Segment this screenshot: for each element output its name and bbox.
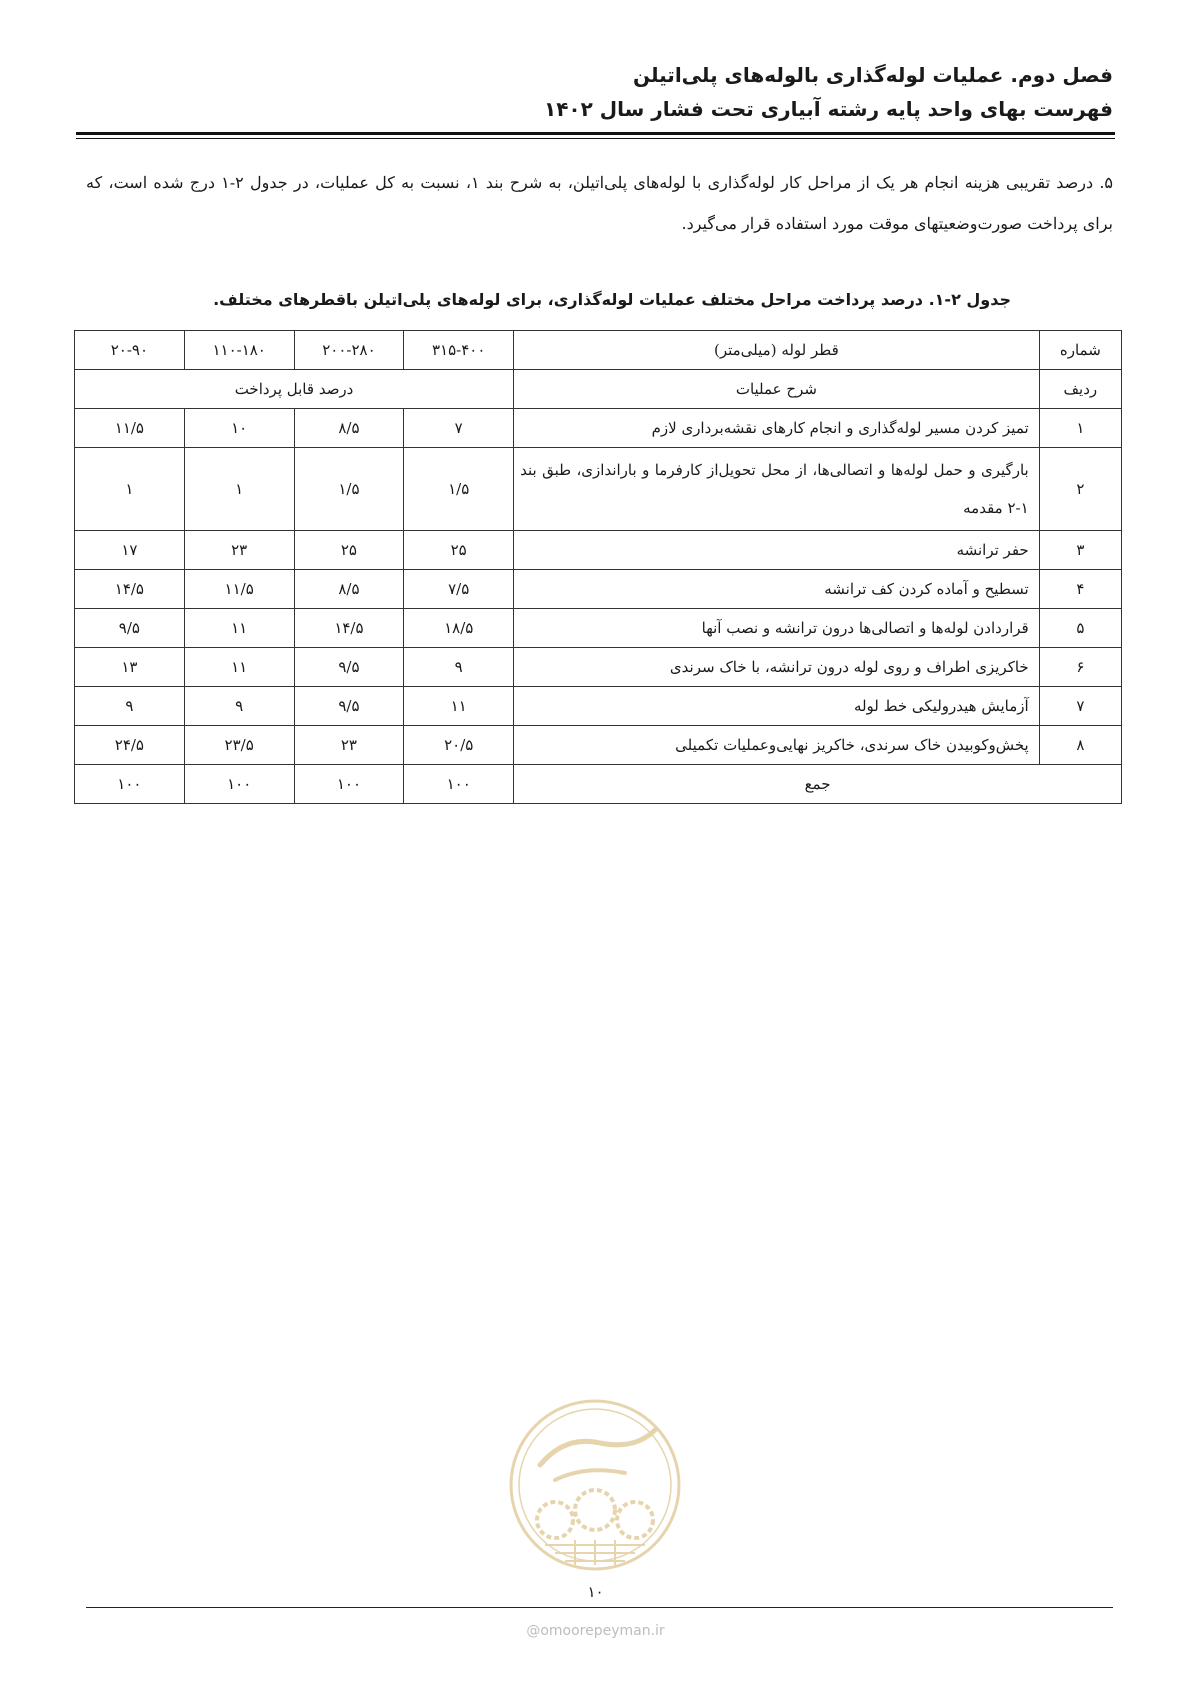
percent-cell: ۱۴/۵ xyxy=(294,609,404,648)
diameter-header: ۱۱۰-۱۸۰ xyxy=(184,331,294,370)
total-cell: ۱۰۰ xyxy=(184,765,294,804)
percent-cell: ۱۱/۵ xyxy=(75,409,185,448)
chapter-title: فصل دوم. عملیات لوله‌گذاری بالوله‌های پلی‌اتیلن xyxy=(632,63,1113,87)
table-header-row-2 xyxy=(75,370,1122,409)
payable-percent-header: درصد قابل پرداخت xyxy=(75,370,514,409)
table-row xyxy=(75,531,1122,570)
percent-cell: ۸/۵ xyxy=(294,409,404,448)
total-cell: ۱۰۰ xyxy=(294,765,404,804)
percent-cell: ۲۰/۵ xyxy=(404,726,514,765)
table-row xyxy=(75,609,1122,648)
percent-cell: ۱۸/۵ xyxy=(404,609,514,648)
row-number: ۳ xyxy=(1039,531,1121,570)
percent-cell: ۹/۵ xyxy=(75,609,185,648)
total-cell: ۱۰۰ xyxy=(404,765,514,804)
percent-cell: ۹/۵ xyxy=(294,648,404,687)
row-number: ۸ xyxy=(1039,726,1121,765)
table-total-row xyxy=(75,765,1122,804)
row-number: ۵ xyxy=(1039,609,1121,648)
header-rule-thick xyxy=(76,132,1115,135)
percent-cell: ۱ xyxy=(184,448,294,531)
header-rule-thin xyxy=(76,138,1115,139)
percent-cell: ۲۵ xyxy=(404,531,514,570)
pipe-diameter-header: قطر لوله (میلی‌متر) xyxy=(514,331,1040,370)
operation-description: خاکریزی اطراف و روی لوله درون ترانشه، با خاک سرندی xyxy=(514,648,1040,687)
operation-description: پخش‌وکوبیدن خاک سرندی، خاکریز نهایی‌وعملیات تکمیلی xyxy=(514,726,1040,765)
page-header xyxy=(76,58,1113,126)
percent-cell: ۱۴/۵ xyxy=(75,570,185,609)
table-row xyxy=(75,726,1122,765)
percent-cell: ۱/۵ xyxy=(404,448,514,531)
operation-description: قراردادن لوله‌ها و اتصالی‌ها درون ترانشه و نصب آنها xyxy=(514,609,1040,648)
percent-cell: ۲۳ xyxy=(294,726,404,765)
percent-cell: ۱۱ xyxy=(184,648,294,687)
row-number: ۶ xyxy=(1039,648,1121,687)
row-number: ۴ xyxy=(1039,570,1121,609)
operation-description: آزمایش هیدرولیکی خط لوله xyxy=(514,687,1040,726)
site-watermark-text: @omoorepeyman.ir xyxy=(526,1623,665,1639)
percent-cell: ۹ xyxy=(404,648,514,687)
operations-table xyxy=(74,330,1122,804)
percent-cell: ۹ xyxy=(184,687,294,726)
percent-cell: ۹ xyxy=(75,687,185,726)
table-caption: جدول ۲-۱. درصد پرداخت مراحل مختلف عملیات لوله‌گذاری، برای لوله‌های پلی‌اتیلن باقطرهای مختلف. xyxy=(213,290,1011,309)
percent-cell: ۱/۵ xyxy=(294,448,404,531)
footer-rule xyxy=(86,1607,1113,1608)
table-row xyxy=(75,687,1122,726)
percent-cell: ۲۳/۵ xyxy=(184,726,294,765)
table-row xyxy=(75,448,1122,531)
percent-cell: ۱۱ xyxy=(184,609,294,648)
percent-cell: ۷/۵ xyxy=(404,570,514,609)
operations-header: شرح عملیات xyxy=(514,370,1040,409)
operation-description: حفر ترانشه xyxy=(514,531,1040,570)
table-row xyxy=(75,648,1122,687)
diameter-header: ۲۰-۹۰ xyxy=(75,331,185,370)
row-number: ۷ xyxy=(1039,687,1121,726)
percent-cell: ۲۵ xyxy=(294,531,404,570)
page-number: ۱۰ xyxy=(587,1583,604,1601)
percent-cell: ۱۱ xyxy=(404,687,514,726)
document-subtitle: فهرست بهای واحد پایه رشته آبیاری تحت فشار سال ۱۴۰۲ xyxy=(544,97,1113,121)
percent-cell: ۲۴/۵ xyxy=(75,726,185,765)
percent-cell: ۱۷ xyxy=(75,531,185,570)
diameter-header: ۲۰۰-۲۸۰ xyxy=(294,331,404,370)
percent-cell: ۱۰ xyxy=(184,409,294,448)
table-row xyxy=(75,570,1122,609)
percent-cell: ۸/۵ xyxy=(294,570,404,609)
row-number: ۱ xyxy=(1039,409,1121,448)
row-number-header-top: شماره xyxy=(1039,331,1121,370)
row-number-header-bottom: ردیف xyxy=(1039,370,1121,409)
operation-description: تمیز کردن مسیر لوله‌گذاری و انجام کارهای نقشه‌برداری لازم xyxy=(514,409,1040,448)
percent-cell: ۱۳ xyxy=(75,648,185,687)
total-cell: ۱۰۰ xyxy=(75,765,185,804)
table-row xyxy=(75,409,1122,448)
percent-cell: ۱۱/۵ xyxy=(184,570,294,609)
body-paragraph: ۵. درصد تقریبی هزینه انجام هر یک از مراحل کار لوله‌گذاری با لوله‌های پلی‌اتیلن، به شرح بند ۱، نسبت به کل عملیات، در جدول ۲-۱ درج شده است، که برای پرداخت صورت‌وضعیتهای موقت مورد استفاده قرار می‌گیرد. xyxy=(86,173,1114,233)
diameter-header: ۳۱۵-۴۰۰ xyxy=(404,331,514,370)
row-number: ۲ xyxy=(1039,448,1121,531)
operation-description: تسطیح و آماده کردن کف ترانشه xyxy=(514,570,1040,609)
percent-cell: ۱ xyxy=(75,448,185,531)
operation-description: بارگیری و حمل لوله‌ها و اتصالی‌ها، از محل تحویل‌از کارفرما و باراندازی، طبق بند ۱-۲ مقدمه xyxy=(514,448,1040,531)
watermark-seal-icon xyxy=(505,1395,685,1575)
table-header-row-1 xyxy=(75,331,1122,370)
percent-cell: ۹/۵ xyxy=(294,687,404,726)
percent-cell: ۷ xyxy=(404,409,514,448)
percent-cell: ۲۳ xyxy=(184,531,294,570)
total-label: جمع xyxy=(514,765,1122,804)
